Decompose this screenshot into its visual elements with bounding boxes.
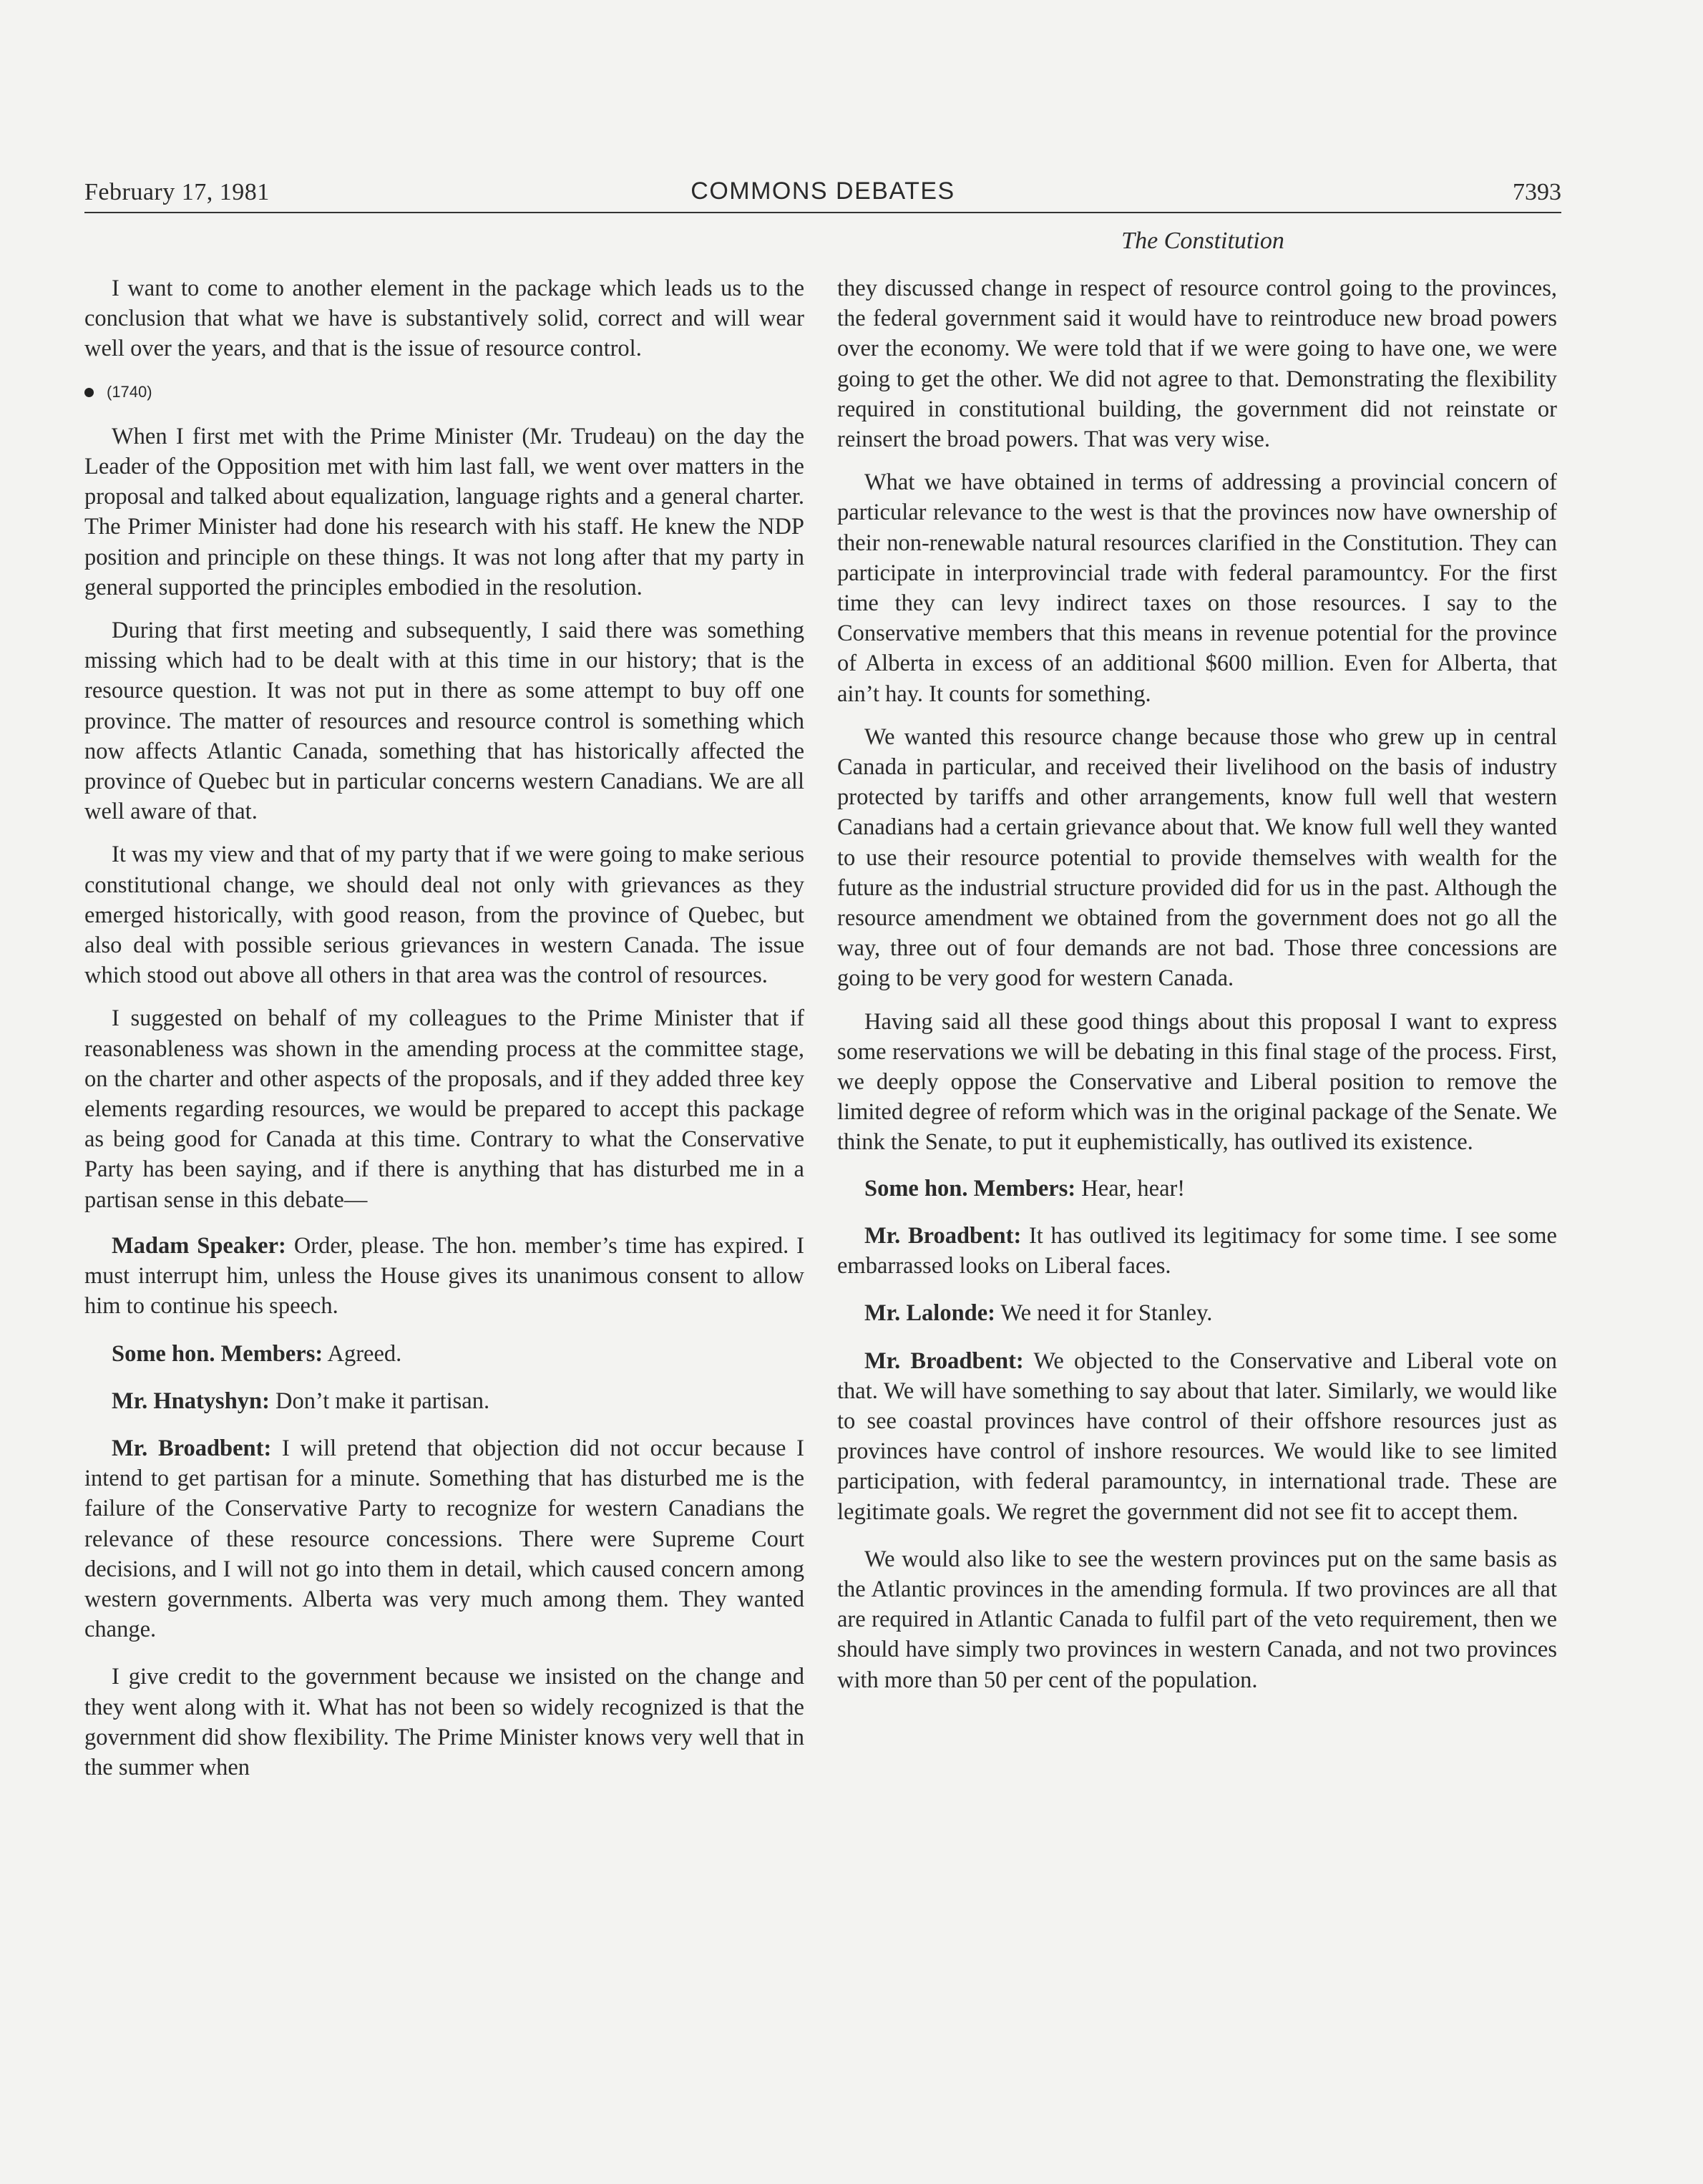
speech-entry bbox=[84, 1386, 804, 1416]
speaker-name: Mr. Lalonde: bbox=[864, 1300, 995, 1327]
section-title: The Constitution bbox=[1121, 228, 1284, 254]
left-column bbox=[84, 273, 804, 1795]
speaker-name: Mr. Hnatyshyn: bbox=[112, 1388, 270, 1414]
speech-entry bbox=[837, 1346, 1557, 1527]
paragraph: they discussed change in respect of resource control going to the provinces, the federal government said it would have to reintroduce new broad powers over the economy. We were told that if we were going to have one, we were going to get the other. We did not agree to that. Demonstrating the flexibility required in constitutional building, the government did not reinstate or reinsert the broad powers. That was very wise. bbox=[837, 276, 1557, 453]
bullet-icon bbox=[84, 388, 94, 397]
speaker-name: Mr. Broadbent: bbox=[112, 1435, 272, 1461]
speech-entry bbox=[837, 1174, 1557, 1204]
speaker-name: Mr. Broadbent: bbox=[864, 1347, 1024, 1374]
speech-text: We need it for Stanley. bbox=[1000, 1300, 1213, 1327]
speech-text: I will pretend that objection did not occur because I intend to get partisan for a minute. Something that has disturbed me is the failure of the Conservative Party to recognize for western Canadians the relevance of these resource concessions. There were Supreme Court decisions, and I will not go into them in detail, which caused concern among western governments. Alberta was very much among them. They wanted change. bbox=[84, 1435, 804, 1643]
speech-entry bbox=[837, 1221, 1557, 1281]
speech-text: Don’t make it partisan. bbox=[275, 1388, 490, 1414]
speech-text: It has outlived its legitimacy for some time. I see some embarrassed looks on Liberal faces. bbox=[837, 1222, 1557, 1279]
speech-text: We objected to the Conservative and Liberal vote on that. We will have something to say about that later. Similarly, we would like to see coastal provinces have control of their offshore resources just as provinces have control of inshore resources. We would like to see limited participation, with federal paramountcy, in international trade. These are legitimate goals. We regret the government did not see fit to accept them. bbox=[837, 1347, 1557, 1525]
paragraph: During that first meeting and subsequently, I said there was something missing which had to be dealt with at this time in our history; that is the resource question. It was not put in there as some attempt to buy off one province. The matter of resources and resource control is something which now affects Atlantic Canada, something that has historically affected the province of Quebec but in particular concerns western Canadians. We are all well aware of that. bbox=[84, 618, 804, 825]
speech-entry bbox=[84, 1231, 804, 1322]
speech-entry bbox=[84, 1339, 804, 1369]
speaker-name: Madam Speaker: bbox=[112, 1232, 286, 1259]
paragraph: When I first met with the Prime Minister (Mr. Trudeau) on the day the Leader of the Opposition met with him last fall, we went over matters in the proposal and talked about equalization, language rights and a general charter. The Primer Minister had done his research with his staff. He knew the NDP position and principle on these things. It was not long after that my party in general supported the principles embodied in the resolution. bbox=[84, 423, 804, 600]
paragraph: I want to come to another element in the package which leads us to the conclusion that what we have is substantively solid, correct and will wear well over the years, and that is the issue of resource control. bbox=[84, 276, 804, 362]
header-date: February 17, 1981 bbox=[84, 179, 270, 205]
speech-text: Hear, hear! bbox=[1081, 1175, 1186, 1201]
page-header bbox=[84, 176, 1561, 213]
speaker-name: Some hon. Members: bbox=[864, 1175, 1076, 1201]
paragraph: Having said all these good things about this proposal I want to express some reservations we will be debating in this final stage of the process. First, we deeply oppose the Conservative and Liberal position to remove the limited degree of reform which was in the original package of the Senate. We think the Senate, to put it euphemistically, has outlived its existence. bbox=[837, 1008, 1557, 1156]
speech-text: Order, please. The hon. member’s time has expired. I must interrupt him, unless the House gives its unanimous consent to allow him to continue his speech. bbox=[84, 1232, 805, 1320]
speaker-name: Mr. Broadbent: bbox=[864, 1222, 1022, 1249]
paragraph: I give credit to the government because we insisted on the change and they went along with it. What has not been so widely recognized is that the government did show flexibility. The Prime Minister knows very well that in the summer when bbox=[84, 1664, 804, 1780]
paragraph: We wanted this resource change because those who grew up in central Canada in particular, and received their livelihood on the basis of industry protected by tariffs and other arrangements, know full well that western Canadians had a certain grievance about that. We know full well they wanted to use their resource potential to provide themselves with wealth for the future as the industrial structure provided did for us in the past. Although the resource amendment we obtained from the government does not go all the way, three out of four demands are not bad. Those three concessions are going to be very good for western Canada. bbox=[837, 723, 1557, 992]
right-column bbox=[837, 273, 1557, 1708]
paragraph: It was my view and that of my party that if we were going to make serious constitutional change, we should deal not only with grievances as they emerged historically, with good reason, from the province of Quebec, but also deal with possible serious grievances in western Canada. The issue which stood out above all others in that area was the control of resources. bbox=[84, 842, 804, 989]
paragraph: What we have obtained in terms of addressing a provincial concern of particular relevance to the west is that the provinces now have ownership of their non-renewable natural resources clarified in the Constitution. They can participate in interprovincial trade with federal paramountcy. For the first time they can levy indirect taxes on those resources. I say to the Conservative members that this means in revenue potential for the province of Alberta in excess of an additional $600 million. Even for Alberta, that ain’t hay. It counts for something. bbox=[837, 469, 1557, 707]
time-marker bbox=[84, 377, 804, 407]
speech-entry bbox=[837, 1298, 1557, 1328]
page-number: 7393 bbox=[1513, 179, 1561, 205]
paragraph: I suggested on behalf of my colleagues to the Prime Minister that if reasonableness was shown in the amending process at the committee stage, on the charter and other aspects of the proposals, and if they added three key elements regarding resources, we would be prepared to accept this package as being good for Canada at this time. Contrary to what the Conservative Party has been saying, and if there is anything that has disturbed me in a partisan sense in this debate— bbox=[84, 1005, 804, 1213]
speech-entry bbox=[84, 1433, 804, 1644]
header-title: COMMONS DEBATES bbox=[691, 177, 955, 205]
time-marker-text: (1740) bbox=[107, 382, 152, 401]
speech-text: Agreed. bbox=[327, 1340, 402, 1367]
paragraph: We would also like to see the western provinces put on the same basis as the Atlantic provinces in the amending formula. If two provinces are all that are required in Atlantic Canada to fulfil part of the veto requirement, then we should have simply two provinces in western Canada, and not two provinces with more than 50 per cent of the population. bbox=[837, 1546, 1557, 1693]
speaker-name: Some hon. Members: bbox=[112, 1340, 323, 1367]
